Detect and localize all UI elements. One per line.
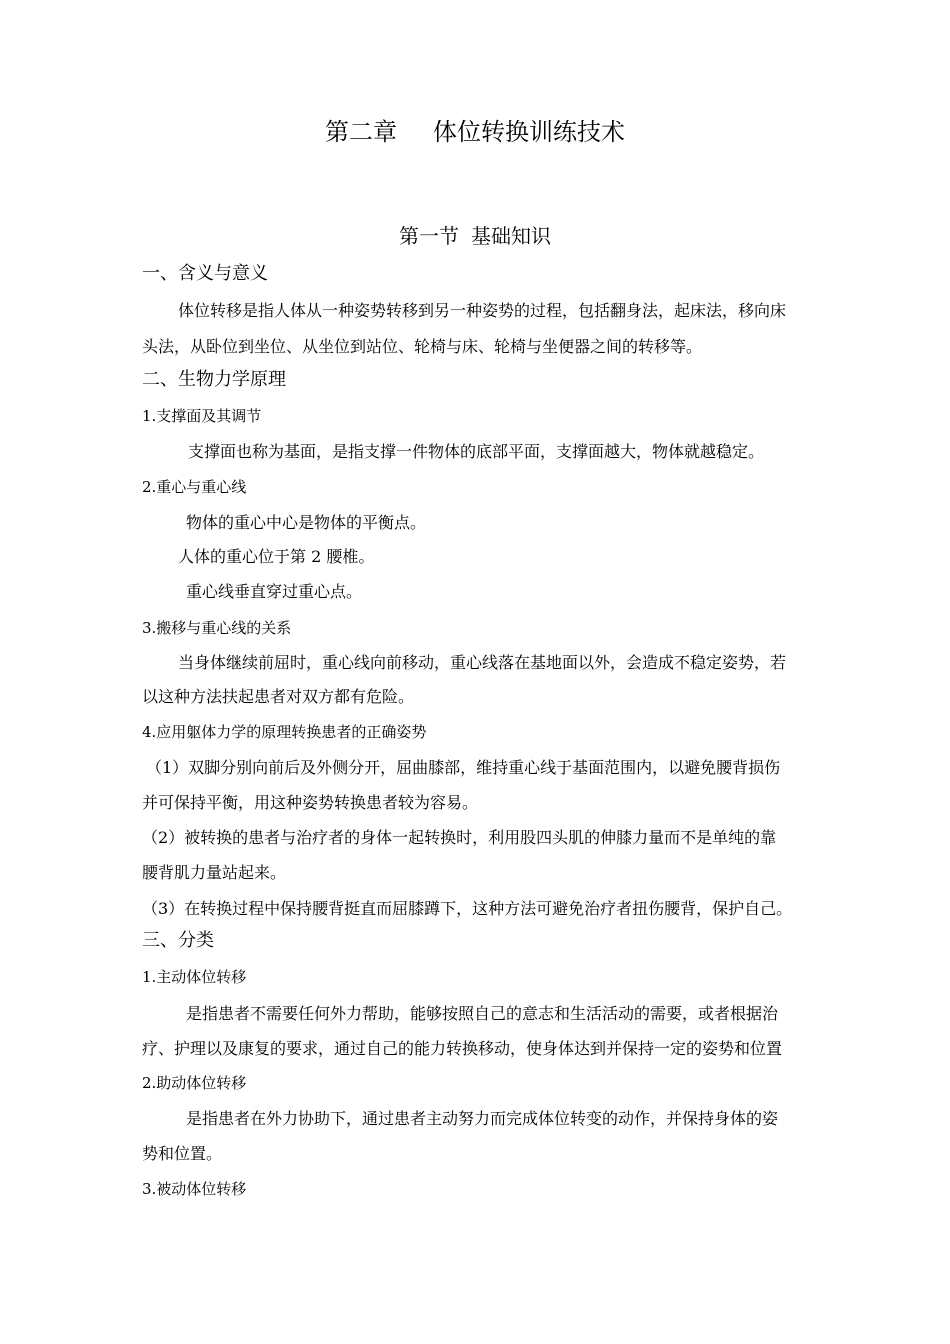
paragraph-line: 重心线垂直穿过重心点。	[186, 582, 363, 601]
paragraph-line: 头法，从卧位到坐位、从坐位到站位、轮椅与床、轮椅与坐便器之间的转移等。	[142, 337, 703, 356]
paragraph-line: 物体的重心中心是物体的平衡点。	[186, 513, 427, 532]
section-title	[0, 226, 950, 246]
paragraph-line: 以这种方法扶起患者对双方都有危险。	[142, 687, 415, 706]
heading-biomechanics: 二、生物力学原理	[142, 369, 286, 390]
paragraph-line: （2）被转换的患者与治疗者的身体一起转换时，利用股四头肌的伸膝力量而不是单纯的靠	[142, 828, 777, 847]
paragraph-line: 疗、护理以及康复的要求，通过自己的能力转换移动，使身体达到并保持一定的姿势和位置	[142, 1039, 783, 1058]
paragraph-line: 势和位置。	[142, 1144, 223, 1163]
chapter-name: 体位转换训练技术	[433, 118, 625, 146]
subheading-moving-gravity-line: 3.搬移与重心线的关系	[142, 619, 292, 637]
paragraph-line: 并可保持平衡，用这种姿势转换患者较为容易。	[142, 793, 479, 812]
chapter-title	[0, 120, 950, 144]
subheading-active-transfer: 1.主动体位转移	[142, 968, 247, 986]
paragraph-line: 腰背肌力量站起来。	[142, 863, 287, 882]
paragraph-line: 是指患者在外力协助下，通过患者主动努力而完成体位转变的动作，并保持身体的姿	[186, 1109, 779, 1128]
heading-meaning: 一、含义与意义	[142, 263, 268, 284]
section-number: 第一节	[399, 224, 459, 248]
chapter-number: 第二章	[325, 118, 397, 146]
subheading-center-of-gravity: 2.重心与重心线	[142, 478, 247, 496]
paragraph-line: 是指患者不需要任何外力帮助，能够按照自己的意志和生活活动的需要，或者根据治	[186, 1004, 779, 1023]
paragraph-line: 支撑面也称为基面，是指支撑一件物体的底部平面，支撑面越大，物体就越稳定。	[188, 442, 765, 461]
paragraph-line: （3）在转换过程中保持腰背挺直而屈膝蹲下，这种方法可避免治疗者扭伤腰背，保护自己。	[142, 899, 793, 918]
subheading-assisted-transfer: 2.助动体位转移	[142, 1074, 247, 1092]
heading-classification: 三、分类	[142, 930, 214, 951]
section-name: 基础知识	[471, 224, 551, 248]
subheading-body-mechanics: 4.应用躯体力学的原理转换患者的正确姿势	[142, 723, 427, 741]
paragraph-line: 体位转移是指人体从一种姿势转移到另一种姿势的过程，包括翻身法，起床法，移向床	[178, 301, 787, 320]
paragraph-line: （1）双脚分别向前后及外侧分开，屈曲膝部，维持重心线于基面范围内，以避免腰背损伤	[146, 758, 781, 777]
subheading-support-surface: 1.支撑面及其调节	[142, 407, 262, 425]
paragraph-line: 人体的重心位于第 2 腰椎。	[178, 547, 375, 566]
paragraph-line: 当身体继续前屈时，重心线向前移动，重心线落在基地面以外，会造成不稳定姿势，若	[178, 653, 787, 672]
subheading-passive-transfer: 3.被动体位转移	[142, 1180, 247, 1198]
